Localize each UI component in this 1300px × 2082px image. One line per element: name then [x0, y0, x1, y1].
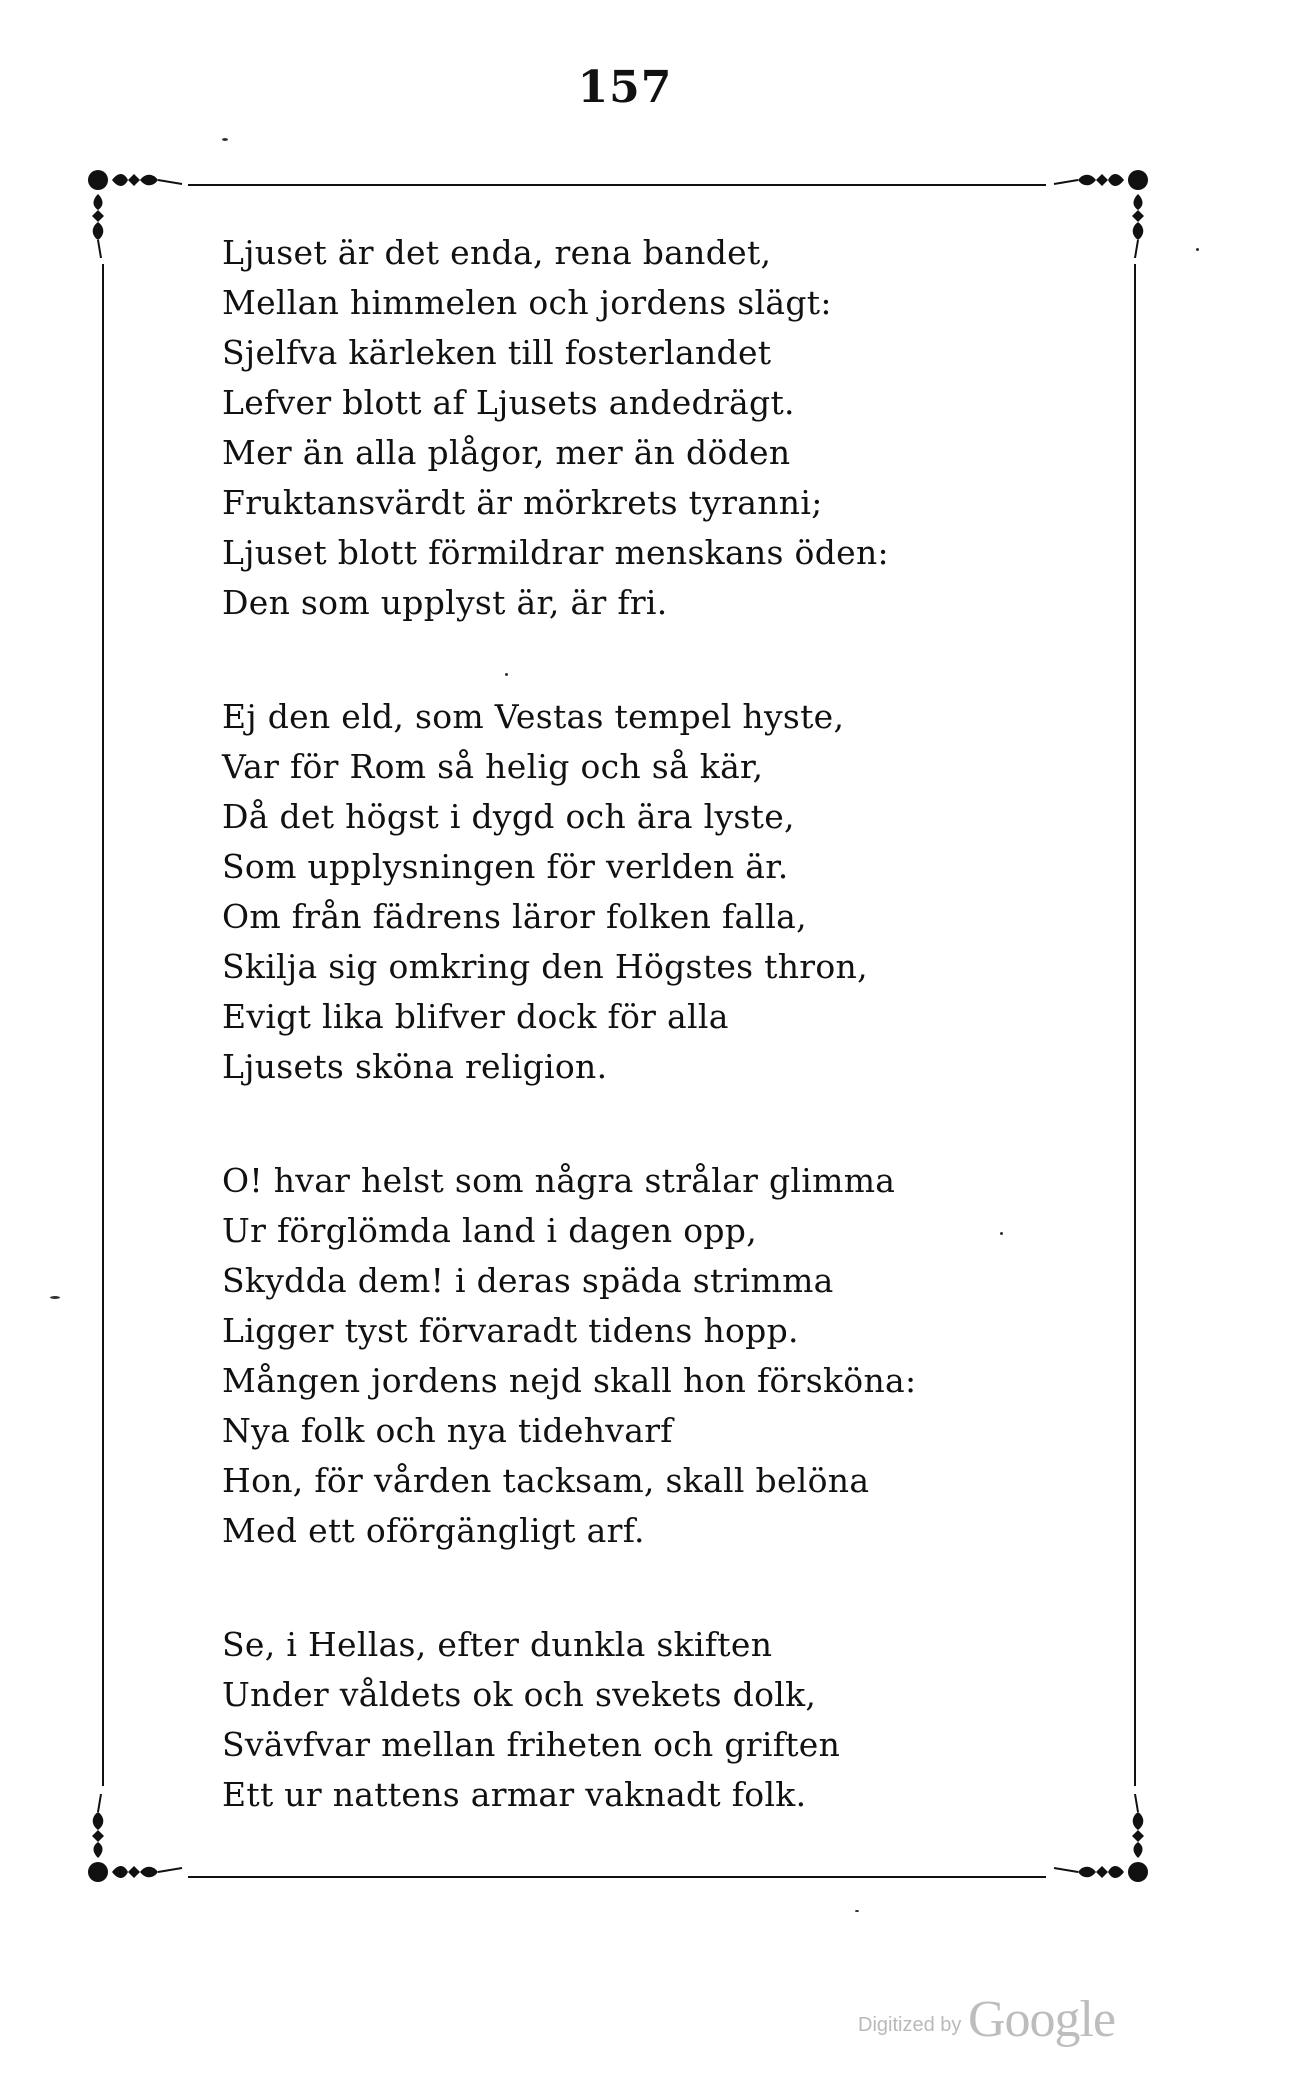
watermark-prefix: Digitized by — [858, 2014, 962, 2036]
digitized-watermark — [858, 1990, 1158, 2050]
scan-speck — [1196, 248, 1199, 251]
poem-line: Mellan himmelen och jordens slägt: — [222, 283, 832, 322]
border-right-rule — [1134, 264, 1136, 1786]
poem-line: Ljuset är det enda, rena bandet, — [222, 233, 772, 272]
poem-line: Med ett oförgängligt arf. — [222, 1511, 645, 1550]
poem-line: Fruktansvärdt är mörkrets tyranni; — [222, 483, 823, 522]
poem-line: Se, i Hellas, efter dunkla skiften — [222, 1625, 773, 1664]
poem-line: Sjelfva kärleken till fosterlandet — [222, 333, 772, 372]
poem-line: Skilja sig omkring den Högstes thron, — [222, 947, 868, 986]
poem-line: Lefver blott af Ljusets andedrägt. — [222, 383, 795, 422]
poem-line: Som upplysningen för verlden är. — [222, 847, 789, 886]
poem-line: O! hvar helst som några strålar glimma — [222, 1161, 896, 1200]
floral-corner-icon — [84, 1794, 184, 1894]
poem-line: Hon, för vården tacksam, skall belöna — [222, 1461, 870, 1500]
stanza — [222, 692, 922, 1092]
poem-line: Då det högst i dygd och ära lyste, — [222, 797, 795, 836]
poem-line: Nya folk och nya tidehvarf — [222, 1411, 673, 1450]
poem-line: Ett ur nattens armar vaknadt folk. — [222, 1775, 807, 1814]
poem-line: Mången jordens nejd skall hon försköna: — [222, 1361, 917, 1400]
scan-speck — [1000, 1232, 1003, 1235]
scan-speck — [855, 1910, 859, 1912]
border-top-rule — [188, 184, 1046, 186]
poem-line: Om från fädrens läror folken falla, — [222, 897, 807, 936]
border-left-rule — [102, 264, 104, 1786]
stanza — [222, 1620, 922, 1820]
poem-line: Ljusets sköna religion. — [222, 1047, 608, 1086]
floral-corner-icon — [1052, 1794, 1152, 1894]
scan-speck — [505, 673, 508, 676]
floral-corner-icon — [1052, 158, 1152, 258]
page-number: 157 — [577, 62, 673, 113]
poem-line: Ej den eld, som Vestas tempel hyste, — [222, 697, 845, 736]
scan-speck — [50, 1296, 60, 1299]
poem-line: Svävfvar mellan friheten och griften — [222, 1725, 841, 1764]
poem-line: Ligger tyst förvaradt tidens hopp. — [222, 1311, 799, 1350]
watermark-brand: Google — [968, 1991, 1116, 2048]
poem-line: Den som upplyst är, är fri. — [222, 583, 668, 622]
poem-line: Ur förglömda land i dagen opp, — [222, 1211, 758, 1250]
poem-body — [222, 228, 922, 1884]
poem-line: Mer än alla plågor, mer än döden — [222, 433, 791, 472]
poem-line: Under våldets ok och svekets dolk, — [222, 1675, 817, 1714]
stanza — [222, 1156, 922, 1556]
scan-speck — [222, 138, 228, 141]
stanza — [222, 228, 922, 628]
floral-corner-icon — [84, 158, 184, 258]
poem-line: Ljuset blott förmildrar menskans öden: — [222, 533, 889, 572]
poem-line: Skydda dem! i deras späda strimma — [222, 1261, 834, 1300]
poem-line: Evigt lika blifver dock för alla — [222, 997, 729, 1036]
poem-line: Var för Rom så helig och så kär, — [222, 747, 764, 786]
